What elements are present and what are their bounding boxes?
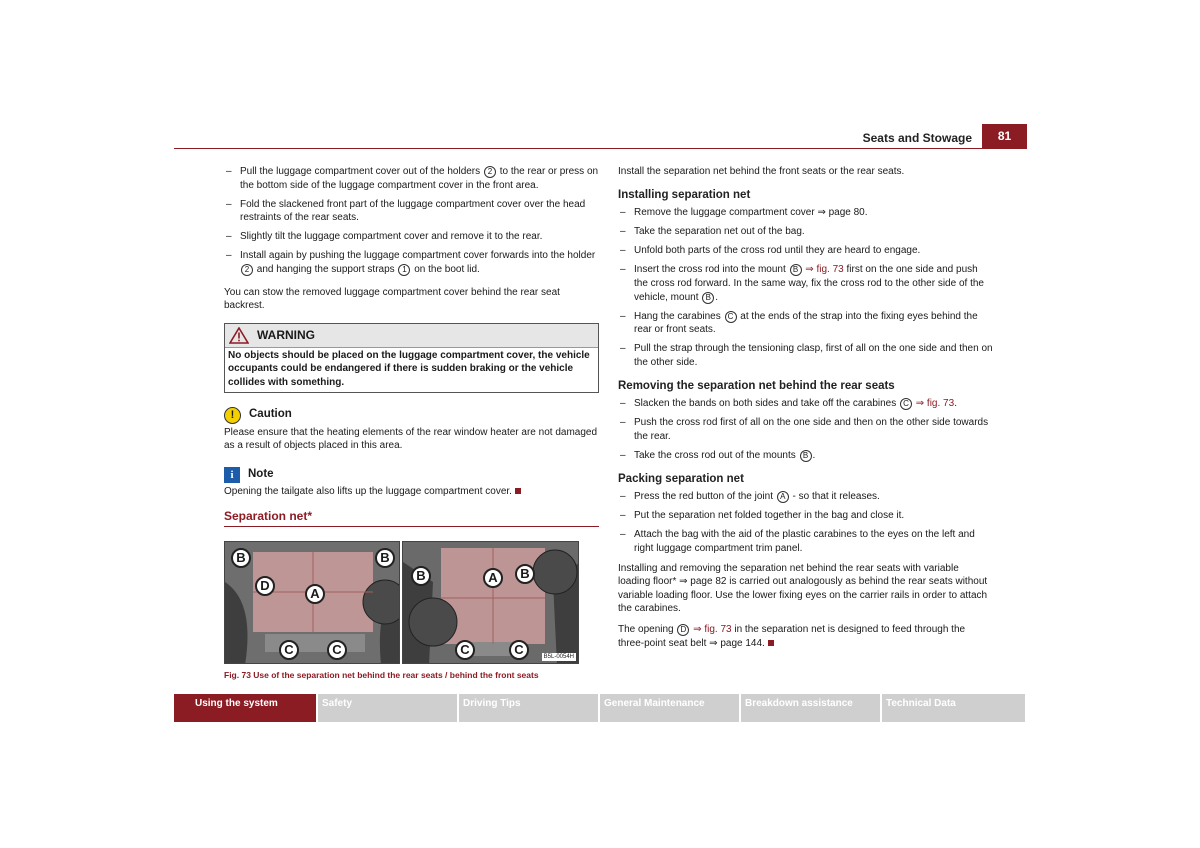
- intro-paragraph: Install the separation net behind the front seats or the rear seats.: [618, 166, 905, 177]
- step-text: to the rear or press on the bottom side of the luggage compartment cover in the front area.: [240, 166, 599, 191]
- warning-box: [224, 323, 599, 393]
- note-header: [224, 467, 599, 483]
- step-text: first on the one side and push the cross rod forward. In the same way, fix the cross rod to the other side of the vehicle, mount: [634, 264, 984, 303]
- note-title: Note: [248, 468, 274, 481]
- step-text: The opening: [618, 623, 677, 635]
- list-item: [618, 397, 993, 411]
- right-column: [618, 165, 993, 657]
- step-text: .: [954, 398, 957, 410]
- header-rule: [174, 148, 1027, 149]
- variable-floor-paragraph: Installing and removing the separation net behind the rear seats with variable loading floor* ⇒ page 82 is carried out analogously as behind the rear seats without variable loading floor. Use the lower fixing eyes on the carrier rails in order to attach the carabines.: [618, 562, 988, 615]
- callout-marker: B: [790, 264, 802, 276]
- list-item: [618, 206, 993, 220]
- figure-callout: C: [455, 640, 475, 660]
- callout-marker: C: [725, 311, 737, 323]
- callout-marker: B: [800, 450, 812, 462]
- left-column: [224, 165, 599, 527]
- figure-callout: B: [231, 548, 251, 568]
- figure-reference: ⇒ fig. 73: [690, 623, 732, 635]
- figure-callout: B: [411, 566, 431, 586]
- running-header-title: Seats and Stowage: [862, 131, 972, 145]
- step-text: Insert the cross rod into the mount: [634, 264, 789, 276]
- figure-callout: D: [255, 576, 275, 596]
- callout-marker: A: [777, 491, 789, 503]
- figure-callout: A: [483, 568, 503, 588]
- warning-triangle-icon: [229, 327, 249, 344]
- step-text: Pull the luggage compartment cover out of the holders: [240, 166, 483, 177]
- step-text: .: [812, 450, 816, 461]
- callout-marker: B: [702, 292, 714, 304]
- stow-paragraph: You can stow the removed luggage compartment cover behind the rear seat backrest.: [224, 286, 560, 312]
- packing-heading: Packing separation net: [618, 472, 744, 485]
- warning-header: [225, 324, 598, 348]
- list-item: – Pull the strap through the tensioning clasp, first of all on the one side and then on the other side.: [618, 342, 993, 369]
- step-text: Install again by pushing the luggage compartment cover forwards into the holder: [240, 250, 596, 262]
- list-item: [224, 165, 599, 192]
- list-item: – Unfold both parts of the cross rod until they are heard to engage.: [618, 244, 993, 258]
- list-item: [618, 449, 993, 463]
- figure-front-seats: [402, 541, 579, 664]
- figure-callout: C: [327, 640, 347, 660]
- step-text: Take the cross rod out of the mounts: [634, 450, 799, 461]
- list-item: [618, 310, 993, 337]
- footer-tab-using-the-system[interactable]: Using the system: [174, 694, 316, 722]
- figure-reference: ⇒ fig. 73: [802, 264, 844, 276]
- callout-marker: 2: [484, 166, 496, 178]
- footer-tab-breakdown-assistance[interactable]: Breakdown assistance: [741, 694, 880, 722]
- callout-marker: 1: [398, 264, 410, 276]
- note-text: [224, 485, 599, 499]
- page-number: 81: [982, 124, 1027, 148]
- opening-paragraph: [618, 623, 993, 650]
- list-item: – Fold the slackened front part of the luggage compartment cover over the head restraints of the rear seats.: [224, 198, 599, 225]
- list-item: [618, 490, 993, 504]
- step-text: and hanging the support straps: [254, 264, 398, 276]
- footer-nav: [174, 694, 1027, 722]
- figure-code: B5L-0054H: [543, 654, 574, 660]
- installing-heading: Installing separation net: [618, 188, 751, 201]
- caution-icon: !: [224, 407, 241, 424]
- list-item: – Put the separation net folded together in the bag and close it.: [618, 509, 993, 523]
- callout-marker: 2: [241, 264, 253, 276]
- figure-callout: C: [509, 640, 529, 660]
- footer-tab-driving-tips[interactable]: Driving Tips: [459, 694, 598, 722]
- step-text: in the separation net is designed to feed through the three-point seat belt ⇒ page 144.: [618, 623, 966, 649]
- step-text: at the ends of the strap into the fixing eyes behind the rear or front seats.: [634, 310, 978, 336]
- list-item: – Push the cross rod first of all on the one side and then on the other side towards the rear.: [618, 416, 993, 443]
- footer-tab-general-maintenance[interactable]: General Maintenance: [600, 694, 739, 722]
- step-text: Slacken the bands on both sides and take off the carabines: [634, 398, 899, 410]
- step-text: on the boot lid.: [411, 264, 480, 276]
- list-item: [224, 249, 599, 276]
- list-item: – Take the separation net out of the bag.: [618, 225, 993, 239]
- end-of-section-marker: [768, 640, 774, 646]
- caution-header: [224, 407, 599, 424]
- step-text: Press the red button of the joint: [634, 491, 776, 503]
- figure-rear-seats: [224, 541, 400, 664]
- step-text: - so that it releases.: [789, 491, 880, 503]
- note-body: Opening the tailgate also lifts up the luggage compartment cover.: [224, 485, 512, 497]
- removing-heading: Removing the separation net behind the rear seats: [618, 379, 895, 392]
- warning-title: WARNING: [257, 327, 315, 342]
- step-text: Remove the luggage compartment cover: [634, 207, 818, 219]
- list-item: – Attach the bag with the aid of the plastic carabines to the eyes on the left and right luggage compartment trim panel.: [618, 528, 993, 555]
- callout-marker: D: [677, 624, 689, 636]
- figure-callout: B: [375, 548, 395, 568]
- list-item: [618, 263, 993, 304]
- figure-reference: ⇒ fig. 73: [913, 398, 955, 410]
- callout-marker: C: [900, 398, 912, 410]
- info-icon: i: [224, 467, 240, 483]
- page-reference: ⇒ page 80.: [817, 207, 868, 219]
- figure-callout: B: [515, 564, 535, 584]
- caution-text: Please ensure that the heating elements of the rear window heater are not damaged as a result of objects placed in this area.: [224, 426, 598, 452]
- figure-callout: C: [279, 640, 299, 660]
- list-item: – Slightly tilt the luggage compartment cover and remove it to the rear.: [224, 230, 599, 244]
- footer-tab-safety[interactable]: Safety: [318, 694, 457, 722]
- figure-front-seats-drawing: [403, 542, 579, 664]
- warning-text: No objects should be placed on the luggage compartment cover, the vehicle occupants could be endangered if there is sudden braking or the vehicle collides with something.: [228, 349, 590, 389]
- figure-caption: Fig. 73 Use of the separation net behind the rear seats / behind the front seats: [224, 670, 539, 680]
- step-text: Hang the carabines: [634, 310, 724, 322]
- step-text: .: [715, 291, 719, 303]
- section-title: Separation net*: [224, 510, 599, 527]
- caution-title: Caution: [249, 408, 292, 421]
- footer-tab-technical-data[interactable]: Technical Data: [882, 694, 1025, 722]
- end-of-section-marker: [515, 488, 521, 494]
- figure-callout: A: [305, 584, 325, 604]
